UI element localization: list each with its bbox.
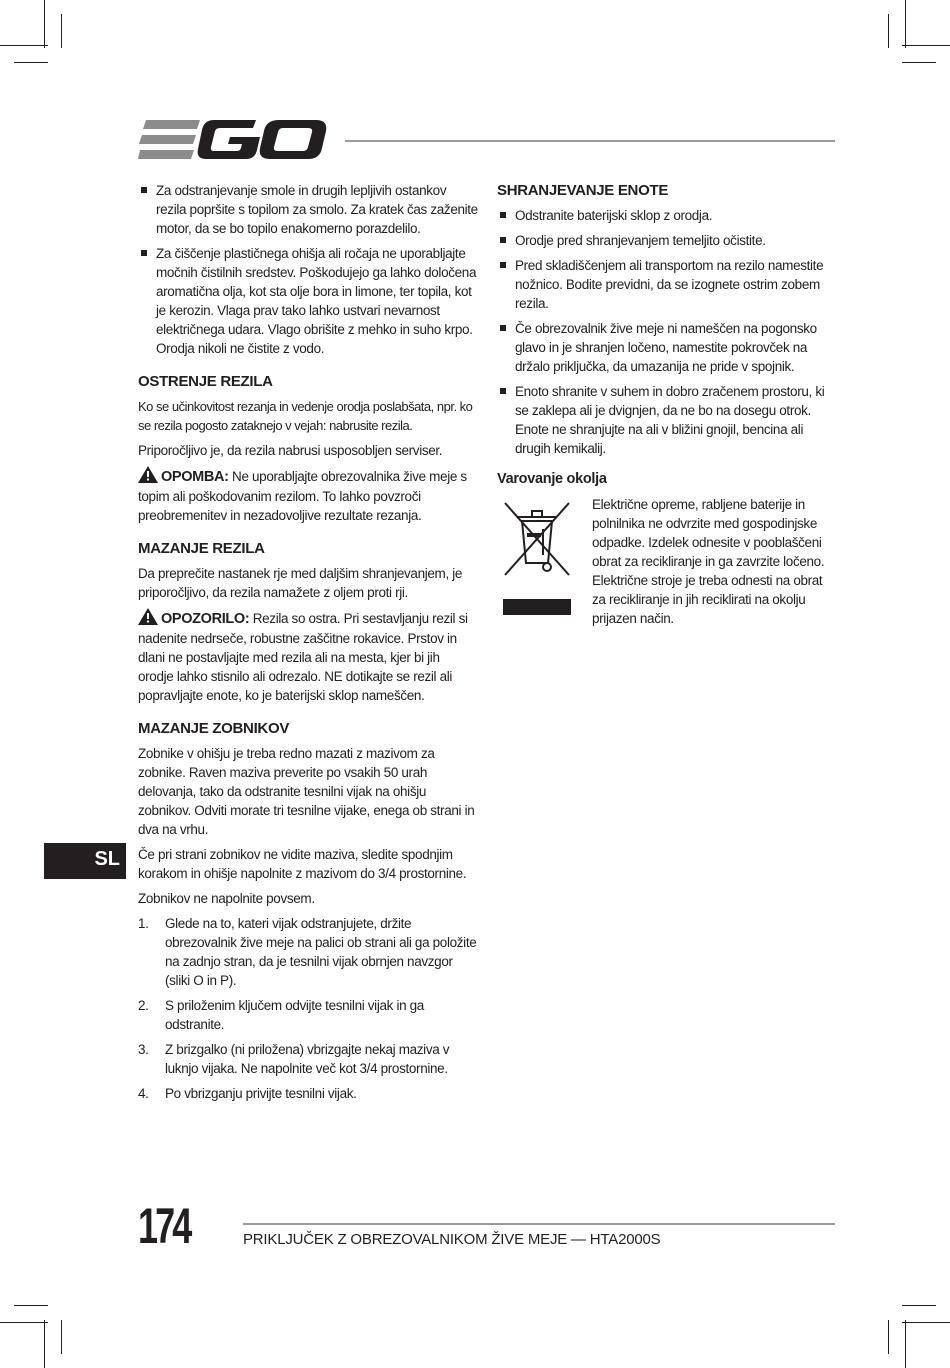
right-column [497,181,835,634]
step-number: 4. [138,1086,149,1101]
bullet-square-icon [500,237,506,243]
step-number: 2. [138,998,149,1013]
list-item [497,256,835,313]
list-item [138,1040,478,1078]
lubricating-gears-paragraph-2: Če pri strani zobnikov ne vidite maziva, sledite spodnjim korakom in ohišje napolnite z mazivom do 3/4 prostornine. [138,847,467,881]
section-heading-storage: SHRANJEVANJE ENOTE [497,182,669,199]
crop-mark [14,1305,48,1306]
header-rule [345,140,835,142]
crop-mark [0,1322,48,1323]
crop-mark [44,0,45,48]
list-item-text: Orodje pred shranjevanjem temeljito očistite. [515,233,766,248]
crop-mark [902,1322,950,1323]
section-heading-lubricating-gears: MAZANJE ZOBNIKOV [138,720,290,737]
lubrication-steps [138,914,478,1103]
list-item [138,181,478,238]
list-item [138,996,478,1034]
crop-mark [902,62,936,63]
bullet-square-icon [141,187,147,193]
lubricating-gears-paragraph: Zobnike v ohišju je treba redno mazati z mazivom za zobnike. Raven maziva preverite po vsakih 50 urah delovanja, tako da odstranite tesnilni vijak na ohišju zobnikov. Odviti morate tri tesnilne vijake, enega ob strani in dva na vrhu. [138,746,475,837]
crop-mark [905,1320,906,1368]
footer-rule [243,1223,835,1225]
list-item [138,1084,478,1103]
environment-block [497,495,835,628]
lubricating-blades-warning [138,608,478,705]
section-heading-sharpening: OSTRENJE REZILA [138,373,273,390]
list-item-text: Za čiščenje plastičnega ohišja ali ročaja ne uporabljajte močnih čistilnih sredstev. Poškodujejo ga lahko določena aromatična olja, kot sta olje bora in limone, ter topila, kot je kerozin. Vlaga prav tako lahko ustvari nevarnost električnega udara. Vlago obrišite z mehko in suho krpo. Orodja nikoli ne čistite z vodo. [156,246,477,356]
crop-mark [61,14,62,48]
ego-logo [138,118,328,162]
cleaning-bullets [138,181,478,358]
sharpening-paragraph-2: Priporočljivo je, da rezila nabrusi usposobljen serviser. [138,443,443,458]
warning-label: OPOZORILO: [161,611,250,627]
step-text: Glede na to, kateri vijak odstranjujete, držite obrezovalnik žive meje na palici ob strani ali ga položite na zadnjo stran, da je tesnilni vijak obrnjen navzgor (sliki O in P). [165,916,477,988]
crop-mark [888,14,889,48]
language-tab [44,843,126,879]
lubricating-gears-paragraph-3: Zobnikov ne napolnite povsem. [138,891,315,906]
lubricating-blades-paragraph: Da preprečite nastanek rje med daljšim shranjevanjem, je priporočljivo, da rezila namažete z oljem proti rji. [138,566,463,600]
step-number: 1. [138,916,149,931]
warning-text: Rezila so ostra. Pri sestavljanju rezil si nadenite nedrseče, robustne zaščitne rokavice. Prstov in dlani ne postavljajte med rezila ali na mesta, kjer bi jih orodje lahko stisnilo ali odrezalo. NE dotikajte se rezil ali popravljajte enote, ko je baterijski sklop nameščen. [138,611,468,703]
bullet-square-icon [141,250,147,256]
section-heading-lubricating-blades: MAZANJE REZILA [138,540,265,557]
crop-mark [44,1320,45,1368]
list-item-text: Če obrezovalnik žive meje ni nameščen na pogonsko glavo in je shranjen ločeno, namestite pokrovček na držalo priključka, da umazanija ne pride v spojnik. [515,321,817,374]
bullet-square-icon [500,212,506,218]
list-item-text: Enoto shranite v suhem in dobro zračenem prostoru, ki se zaklepa ali je dvignjen, da ne bo na dosegu otrok. Enote ne shranjujte na ali v bližini gnojil, bencina ali drugih kemikalij. [515,384,825,456]
step-text: S priloženim ključem odvijte tesnilni vijak in ga odstranite. [165,998,424,1032]
sharpening-note [138,466,478,525]
list-item [497,231,835,250]
bullet-square-icon [500,262,506,268]
step-text: Po vbrizganju privijte tesnilni vijak. [165,1086,357,1101]
crop-mark [902,1305,936,1306]
list-item-text: Za odstranjevanje smole in drugih lepljivih ostankov rezila popršite s topilom za smolo. Za kratek čas zaženite motor, da se bo topilo enakomerno porazdelilo. [156,183,478,236]
crop-mark [0,45,48,46]
crop-mark [61,1320,62,1354]
storage-bullets [497,206,835,458]
step-text: Z brizgalko (ni priložena) vbrizgajte nekaj maziva v luknjo vijaka. Ne napolnite več kot 3/4 prostornine. [165,1042,450,1076]
footer-title: PRIKLJUČEK Z OBREZOVALNIKOM ŽIVE MEJE — HTA2000S [243,1231,661,1248]
sharpening-paragraph: Ko se učinkovitost rezanja in vedenje orodja poslabšata, npr. ko se rezila pogosto zataknejo v vejah: nabrusite rezila. [138,399,473,433]
crop-mark [14,62,48,63]
step-number: 3. [138,1042,149,1057]
list-item [497,382,835,458]
bullet-square-icon [500,325,506,331]
list-item-text: Pred skladiščenjem ali transportom na rezilo namestite nožnico. Bodite previdni, da se izognete ostrim zobem rezila. [515,258,824,311]
list-item-text: Odstranite baterijski sklop z orodja. [515,208,713,223]
list-item [138,244,478,358]
crop-mark [902,45,950,46]
language-tab-label: SL [94,848,120,870]
warning-triangle-icon [138,466,158,483]
list-item [138,914,478,990]
crop-mark [905,0,906,48]
bullet-square-icon [500,388,506,394]
warning-triangle-icon [138,608,158,625]
list-item [497,319,835,376]
crop-mark [888,1320,889,1354]
page-number: 174 [138,1198,190,1254]
note-text: Ne uporabljajte obrezovalnika žive meje s topim ali poškodovanim rezilom. To lahko povzroči preobremenitev in nezadovoljive rezultate rezanja. [138,469,467,523]
crossed-out-wheelie-bin-icon [497,499,577,615]
left-column [138,181,478,1109]
section-heading-environment: Varovanje okolja [497,471,607,487]
environment-text: Električne opreme, rabljene baterije in polnilnika ne odvrzite med gospodinjske odpadke. Izdelek odnesite v pooblaščeni obrat za recikliranje in ga zavrzite ločeno. Električne stroje je treba odnesti na obrat za recikliranje in jih reciklirati na okolju prijazen način. [592,497,825,626]
list-item [497,206,835,225]
note-label: OPOMBA: [161,469,229,485]
